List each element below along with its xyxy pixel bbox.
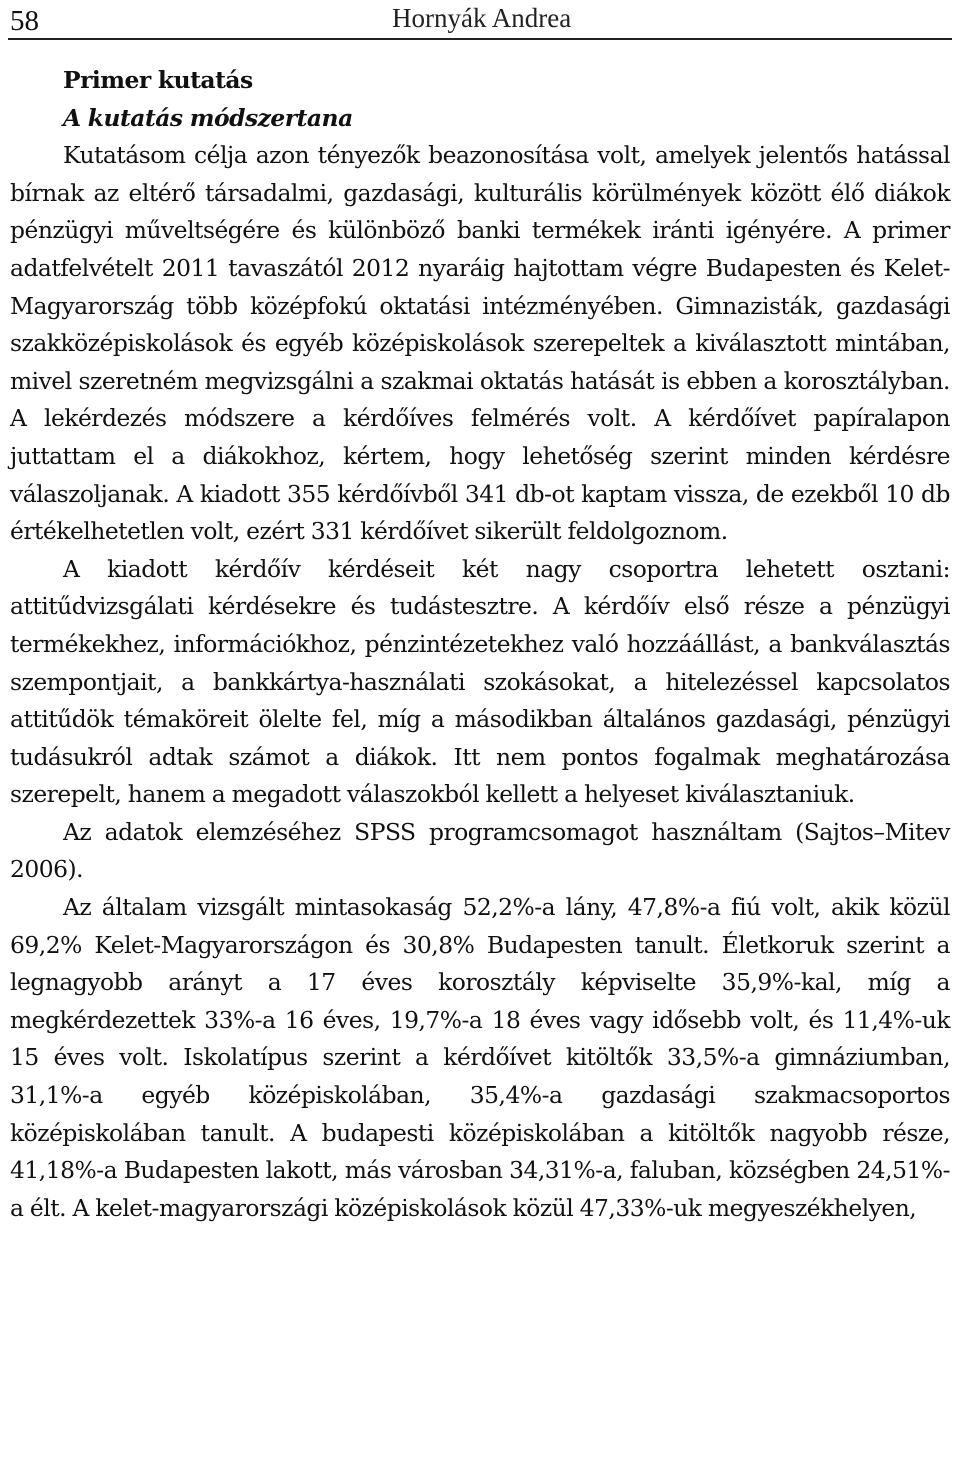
paragraph-3: Az adatok elemzéséhez SPSS programcsomagot használtam (Sajtos–Mitev 2006). — [10, 817, 950, 884]
paragraph-2: A kiadott kérdőív kérdéseit két nagy csoportra lehetett osztani: attitűdvizsgálati kérdésekre és tudástesztre. A kérdőív első része a pénzügyi termékekhez, információkhoz, pénzintézetekhez való hozzáállást, a bankválasztás szempontjait, a bankkártya-használati szokásokat, a hitelezéssel kapcsolatos attitűdök témaköreit ölelte fel, míg a másodikban általános gazdasági, pénzügyi tudásukról adtak számot a diákok. Itt nem pontos fogalmak meghatározása szerepelt, hanem a megadott válaszokból kellett a helyeset kiválasztaniuk. — [10, 554, 950, 809]
section-subtitle: A kutatás módszertana — [63, 103, 353, 132]
running-head-author: Hornyák Andrea — [392, 3, 572, 33]
paragraph-1: Kutatásom célja azon tényezők beazonosítása volt, amelyek jelentős hatással bírnak az eltérő társadalmi, gazdasági, kulturális körülmények között élő diákok pénzügyi műveltségére és különböző banki termékek iránti igényére. A primer adatfelvételt 2011 tavaszától 2012 nyaráig hajtottam végre Budapesten és Kelet-Magyarország több középfokú oktatási intézményében. Gimnazisták, gazdasági szakközépiskolások és egyéb középiskolások szerepeltek a kiválasztott mintában, mivel szeretném megvizsgálni a szakmai oktatás hatását is ebben a korosztályban. A lekérdezés módszere a kérdőíves felmérés volt. A kérdőívet papíralapon juttattam el a diákokhoz, kértem, hogy lehetőség szerint minden kérdésre válaszoljanak. A kiadott 355 kérdőívből 341 db-ot kaptam vissza, de ezekből 10 db értékelhetetlen volt, ezért 331 kérdőívet sikerült feldolgoznom. — [10, 141, 950, 546]
paragraph-4: Az általam vizsgált mintasokaság 52,2%-a lány, 47,8%-a fiú volt, akik közül 69,2% Kelet-Magyarországon és 30,8% Budapesten tanult. Életkoruk szerint a legnagyobb arányt a 17 éves korosztály képviselte 35,9%-kal, míg a megkérdezettek 33%-a 16 éves, 19,7%-a 18 éves vagy idősebb volt, és 11,4%-uk 15 éves volt. Iskolatípus szerint a kérdőívet kitöltők 33,5%-a gimnáziumban, 31,1%-a egyéb középiskolában, 35,4%-a gazdasági szakmacsoportos középiskolában tanult. A budapesti középiskolában a kitöltők nagyobb része, 41,18%-a Budapesten lakott, más városban 34,31%-a, faluban, községben 24,51%-a élt. A kelet-magyarországi középiskolások közül 47,33%-uk megyeszékhelyen, — [10, 893, 950, 1222]
page-number: 58 — [10, 5, 39, 37]
page-body — [10, 62, 950, 1227]
section-title: Primer kutatás — [63, 66, 253, 94]
page-header — [8, 0, 952, 40]
